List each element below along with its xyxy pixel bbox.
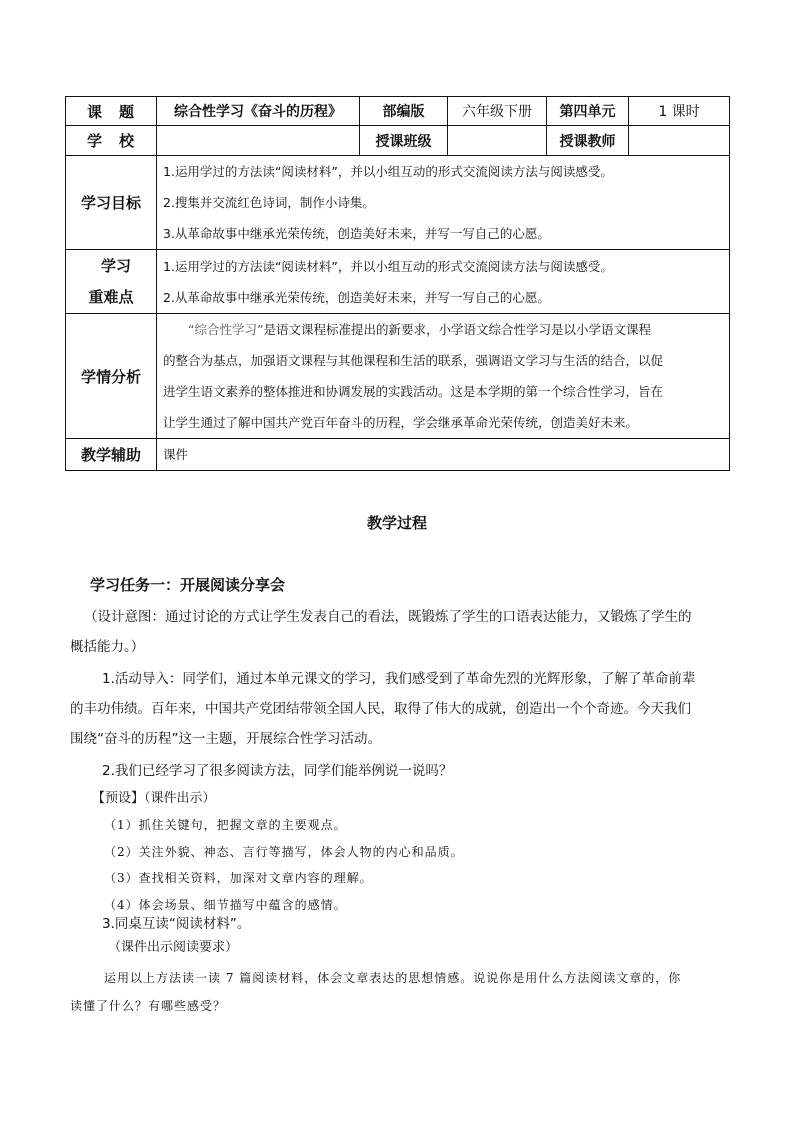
goal-item: 2.搜集并交流红色诗词，制作小诗集。 [163, 195, 375, 210]
preset-item: （1）抓住关键句，把握文章的主要观点。 [104, 818, 347, 832]
preset-list [104, 812, 764, 918]
step2: 2.我们已经学习了很多阅读方法，同学们能举例说一说吗？ [102, 763, 453, 779]
table-row-aid [66, 439, 730, 471]
course-title: 综合性学习《奋斗的历程》 [157, 97, 360, 126]
analysis-label: 学情分析 [66, 314, 157, 439]
step1-line: 1.活动导入：同学们，通过本单元课文的学习，我们感受到了革命先烈的光辉形象，了解了革命前辈 [102, 671, 696, 687]
goal-item: 1.运用学过的方法读“阅读材料”，并以小组互动的形式交流阅读方法与阅读感受。 [163, 164, 613, 179]
step1-line: 的丰功伟绩。百年来，中国共产党团结带领全国人民，取得了伟大的成就，创造出一个个奇迹。今天我们 [70, 701, 691, 717]
key-label-line-1: 学习 [100, 256, 131, 275]
goals-content [157, 156, 730, 250]
step1-paragraph [70, 664, 740, 754]
analysis-quote: “综合性学习” [188, 322, 264, 337]
analysis-line-text: 是语文课程标准提出的新要求，小学语文综合性学习是以小学语文课程 [263, 322, 651, 337]
school-label: 学 校 [66, 126, 157, 156]
class-label: 授课班级 [360, 126, 448, 156]
table-row-school [66, 126, 730, 156]
school-value [157, 126, 360, 156]
step3-note: （课件出示阅读要求） [108, 940, 239, 955]
step1-line: 围绕“奋斗的历程”这一主题，开展综合性学习活动。 [70, 731, 381, 747]
teacher-value [629, 126, 730, 156]
key-point-item: 1.运用学过的方法读“阅读材料”，并以小组互动的形式交流阅读方法与阅读感受。 [163, 258, 613, 274]
aid-label: 教学辅助 [66, 439, 157, 471]
process-title: 教学过程 [366, 514, 427, 532]
design-intent [70, 602, 744, 662]
goals-label: 学习目标 [66, 156, 157, 250]
table-row-analysis [66, 314, 730, 439]
goal-item: 3.从革命故事中继承光荣传统，创造美好未来，并写一写自己的心愿。 [163, 226, 550, 241]
table-row-key-points [66, 250, 730, 314]
table-row-goals [66, 156, 730, 250]
design-intent-line: 概括能力。） [70, 639, 145, 655]
analysis-line: 进学生语文素养的整体推进和协调发展的实践活动。这是本学期的第一个综合性学习，旨在 [163, 384, 664, 399]
step3: 3.同桌互读“阅读材料”。 [102, 916, 251, 932]
lesson-info-table [65, 96, 730, 471]
reading-requirement [70, 964, 740, 1020]
preset-item: （4）体会场景、细节描写中蕴含的感情。 [104, 897, 347, 912]
requirement-line: 读懂了什么？有哪些感受？ [70, 999, 227, 1013]
analysis-line [163, 314, 723, 345]
design-intent-line: （设计意图：通过讨论的方式让学生发表自己的看法，既锻炼了学生的口语表达能力，又锻炼了学生的 [84, 609, 692, 625]
hours: 1 课时 [629, 97, 730, 126]
preset-item: （3）查找相关资料，加深对文章内容的理解。 [104, 871, 373, 885]
table-row-course [66, 97, 730, 126]
key-point-item: 2.从革命故事中继承光荣传统，创造美好未来，并写一写自己的心愿。 [163, 289, 550, 305]
analysis-line: 的整合为基点，加强语文课程与其他课程和生活的联系，强调语文学习与生活的结合，以促 [163, 353, 664, 368]
requirement-line: 运用以上方法读一读 7 篇阅读材料，体会文章表达的思想情感。说说你是用什么方法阅读文章的，你 [104, 971, 682, 985]
analysis-line: 让学生通过了解中国共产党百年奋斗的历程，学会继承革命光荣传统，创造美好未来。 [163, 415, 639, 430]
course-label: 课 题 [66, 97, 157, 126]
unit: 第四单元 [547, 97, 629, 126]
aid-value: 课件 [157, 439, 730, 471]
preset-item: （2）关注外貌、神态、言行等描写，体会人物的内心和品质。 [104, 844, 464, 859]
analysis-content [157, 314, 730, 439]
preset-label: 【预设】（课件出示） [92, 791, 216, 806]
key-points-label [66, 250, 157, 314]
key-points-content [157, 250, 730, 314]
grade: 六年级下册 [448, 97, 547, 126]
key-label-line-2: 重难点 [88, 287, 134, 306]
teacher-label: 授课教师 [547, 126, 629, 156]
task1-title: 学习任务一：开展阅读分享会 [90, 576, 286, 594]
class-value [448, 126, 547, 156]
edition: 部编版 [360, 97, 448, 126]
